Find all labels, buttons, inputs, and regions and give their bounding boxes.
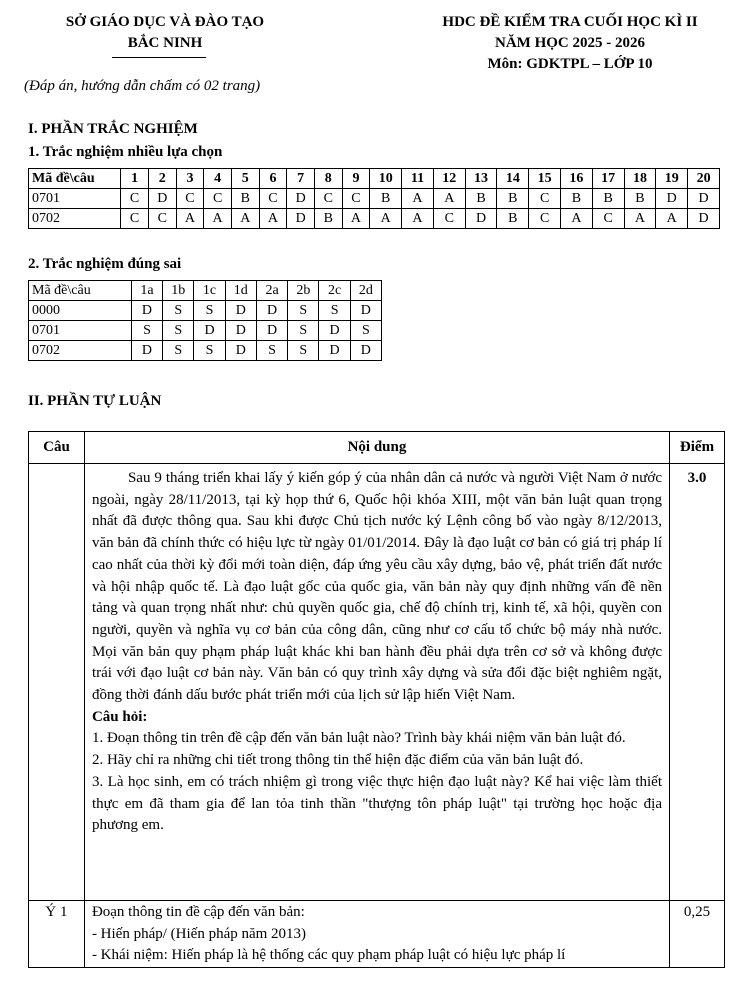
- table-cell: D: [656, 189, 688, 209]
- col-cau: Câu: [29, 432, 85, 464]
- table-cell: C: [529, 189, 561, 209]
- table-cell: 12: [433, 169, 465, 189]
- question-score: 3.0: [670, 464, 725, 901]
- table-cell: D: [256, 301, 287, 321]
- table-cell: 6: [259, 169, 287, 189]
- table-cell: D: [350, 341, 381, 361]
- table-cell: 8: [314, 169, 342, 189]
- province-name: BẮC NINH: [127, 35, 203, 51]
- essay-row-question: [29, 464, 725, 901]
- header-left-rule: [112, 57, 206, 58]
- y1-score: 0,25: [670, 901, 725, 968]
- table-cell: B: [314, 209, 342, 229]
- mcq-answer-table: [28, 168, 720, 229]
- table-cell: A: [259, 209, 287, 229]
- table-cell: D: [225, 301, 256, 321]
- table-cell: C: [433, 209, 465, 229]
- table-cell: D: [465, 209, 497, 229]
- table-cell: D: [287, 189, 315, 209]
- answer-note: (Đáp án, hướng dẫn chấm có 02 trang): [24, 78, 261, 94]
- table-cell: A: [342, 209, 370, 229]
- table-cell: S: [163, 301, 194, 321]
- table-cell: S: [194, 341, 225, 361]
- table-cell: C: [148, 209, 176, 229]
- table-row: [29, 301, 382, 321]
- essay-row-y1: [29, 901, 725, 968]
- table-cell: A: [656, 209, 688, 229]
- table-cell: A: [433, 189, 465, 209]
- table-cell: D: [225, 321, 256, 341]
- exam-title: HDC ĐỀ KIỂM TRA CUỐI HỌC KÌ II: [442, 14, 698, 30]
- table-cell: B: [561, 189, 593, 209]
- table-cell: 10: [370, 169, 402, 189]
- table-cell: 20: [688, 169, 720, 189]
- table-cell: C: [176, 189, 204, 209]
- table-row: [29, 341, 382, 361]
- table-cell: C: [314, 189, 342, 209]
- table-header-row: [29, 281, 382, 301]
- school-year: NĂM HỌC 2025 - 2026: [495, 35, 645, 51]
- question-label: Câu hỏi:: [91, 708, 148, 725]
- table-cell: D: [131, 301, 162, 321]
- table-cell: 18: [624, 169, 656, 189]
- table-cell: B: [592, 189, 624, 209]
- question-content: [84, 464, 669, 901]
- table-cell: 2b: [288, 281, 319, 301]
- table-cell: S: [163, 341, 194, 361]
- table-cell: S: [163, 321, 194, 341]
- table-cell: S: [288, 341, 319, 361]
- essay-table: [28, 431, 725, 968]
- y1-line-2: - Hiến pháp/ (Hiến pháp năm 2013): [91, 925, 307, 942]
- question-2: 2. Hãy chỉ ra những chi tiết trong thông tin thể hiện đặc điểm của văn bản luật đó.: [91, 752, 584, 769]
- table-cell: B: [497, 189, 529, 209]
- table-cell: D: [225, 341, 256, 361]
- col-noi-dung: Nội dung: [84, 432, 669, 464]
- table-cell: D: [319, 341, 350, 361]
- table-cell: 19: [656, 169, 688, 189]
- table-cell: D: [319, 321, 350, 341]
- section-1-title: I. PHẦN TRẮC NGHIỆM: [28, 121, 198, 137]
- table-cell: 2d: [350, 281, 381, 301]
- table-cell: S: [319, 301, 350, 321]
- table-cell: D: [194, 321, 225, 341]
- table-cell: A: [204, 209, 232, 229]
- y1-content: [84, 901, 669, 968]
- table-header-row: [29, 169, 720, 189]
- table-cell: D: [287, 209, 315, 229]
- table-row-label: Mã đề\câu: [29, 281, 132, 301]
- table-row-label: 0702: [29, 341, 132, 361]
- table-cell: 2c: [319, 281, 350, 301]
- table-cell: B: [624, 189, 656, 209]
- table-cell: 17: [592, 169, 624, 189]
- essay-table-header: [29, 432, 725, 464]
- table-cell: 1d: [225, 281, 256, 301]
- tf-answer-table: [28, 280, 382, 361]
- table-cell: 7: [287, 169, 315, 189]
- table-cell: S: [288, 301, 319, 321]
- table-row-label: Mã đề\câu: [29, 169, 121, 189]
- table-row-label: 0701: [29, 321, 132, 341]
- table-row: [29, 189, 720, 209]
- y1-line-3: - Khái niệm: Hiến pháp là hệ thống các quy phạm pháp luật có hiệu lực pháp lí: [91, 947, 566, 964]
- col-diem: Điểm: [670, 432, 725, 464]
- table-cell: S: [131, 321, 162, 341]
- y1-line-1: Đoạn thông tin đề cập đến văn bản:: [91, 904, 305, 920]
- table-cell: B: [497, 209, 529, 229]
- table-cell: D: [148, 189, 176, 209]
- table-cell: A: [402, 209, 434, 229]
- table-cell: 1a: [131, 281, 162, 301]
- table-cell: C: [259, 189, 287, 209]
- table-cell: S: [194, 301, 225, 321]
- table-row: [29, 321, 382, 341]
- table-cell: C: [121, 189, 149, 209]
- table-cell: B: [465, 189, 497, 209]
- table-cell: D: [688, 189, 720, 209]
- question-3: 3. Là học sinh, em có trách nhiệm gì trong việc thực hiện đạo luật này? Kể hai việc làm thiết thực em đã tham gia để lan tỏa tinh thần "thượng tôn pháp luật" tại trường học hoặc địa phương em.: [91, 773, 663, 834]
- table-cell: S: [256, 341, 287, 361]
- table-cell: S: [288, 321, 319, 341]
- table-cell: D: [256, 321, 287, 341]
- row-question-cau: [29, 464, 85, 901]
- table-cell: S: [350, 321, 381, 341]
- table-cell: 9: [342, 169, 370, 189]
- table-cell: B: [231, 189, 259, 209]
- table-cell: 2a: [256, 281, 287, 301]
- table-cell: C: [342, 189, 370, 209]
- table-cell: 3: [176, 169, 204, 189]
- table-cell: 14: [497, 169, 529, 189]
- table-cell: 16: [561, 169, 593, 189]
- table-cell: 2: [148, 169, 176, 189]
- table-cell: 4: [204, 169, 232, 189]
- table-cell: 1c: [194, 281, 225, 301]
- section-2-title: II. PHẦN TỰ LUẬN: [28, 393, 162, 409]
- header-left: [40, 12, 290, 54]
- table-cell: C: [204, 189, 232, 209]
- row-y1-cau: Ý 1: [29, 901, 85, 968]
- table-cell: 13: [465, 169, 497, 189]
- table-cell: D: [350, 301, 381, 321]
- tf-title: 2. Trắc nghiệm đúng sai: [28, 256, 182, 272]
- table-cell: D: [688, 209, 720, 229]
- department-name: SỞ GIÁO DỤC VÀ ĐÀO TẠO: [65, 14, 265, 30]
- question-1: 1. Đoạn thông tin trên đề cập đến văn bản luật nào? Trình bày khái niệm văn bản luật đó.: [91, 730, 626, 747]
- table-cell: 1: [121, 169, 149, 189]
- table-cell: C: [121, 209, 149, 229]
- subject-line: Môn: GDKTPL – LỚP 10: [487, 56, 653, 72]
- header-right: [390, 12, 750, 75]
- table-cell: B: [370, 189, 402, 209]
- table-row-label: 0701: [29, 189, 121, 209]
- mcq-title: 1. Trắc nghiệm nhiều lựa chọn: [28, 144, 223, 160]
- passage-text: Sau 9 tháng triển khai lấy ý kiến góp ý của nhân dân cả nước và người Việt Nam ở nước ngoài, ngày 28/11/2013, tại kỳ họp thứ 6, Quốc hội khóa XIII, một văn bản luật quan trọng nhất đã được thông qua. Sau khi được Chủ tịch nước ký Lệnh công bố vào ngày 8/12/2013, văn bản đã chính thức có hiệu lực từ ngày 01/01/2014. Đây là đạo luật cơ bản có giá trị pháp lí cao nhất của thời kỳ đổi mới toàn diện, đáp ứng yêu cầu xây dựng, bảo vệ, phát triển đất nước và hội nhập quốc tế. Là đạo luật gốc của quốc gia, văn bản này quy định những vấn đề nền tảng và quan trọng nhất như: chủ quyền quốc gia, chế độ chính trị, kinh tế, xã hội, quyền con người, quyền và nghĩa vụ cơ bản của công dân, cũng như cơ cấu tổ chức bộ máy nhà nước. Mọi văn bản quy phạm pháp luật khác khi ban hành đều phải dựa trên cơ sở và không được trái với đạo luật cơ bản này. Văn bản có quy trình xây dựng và sửa đổi đặc biệt nghiêm ngặt, đồng thời đánh dấu bước phát triển mới của lịch sử lập hiến Việt Nam.: [91, 470, 663, 704]
- table-cell: 11: [402, 169, 434, 189]
- table-row: [29, 209, 720, 229]
- table-cell: 1b: [163, 281, 194, 301]
- table-cell: D: [131, 341, 162, 361]
- table-cell: C: [529, 209, 561, 229]
- table-cell: 15: [529, 169, 561, 189]
- table-cell: A: [561, 209, 593, 229]
- table-cell: C: [592, 209, 624, 229]
- table-cell: A: [231, 209, 259, 229]
- table-cell: A: [176, 209, 204, 229]
- table-row-label: 0000: [29, 301, 132, 321]
- table-cell: A: [370, 209, 402, 229]
- table-row-label: 0702: [29, 209, 121, 229]
- table-cell: A: [402, 189, 434, 209]
- table-cell: A: [624, 209, 656, 229]
- table-cell: 5: [231, 169, 259, 189]
